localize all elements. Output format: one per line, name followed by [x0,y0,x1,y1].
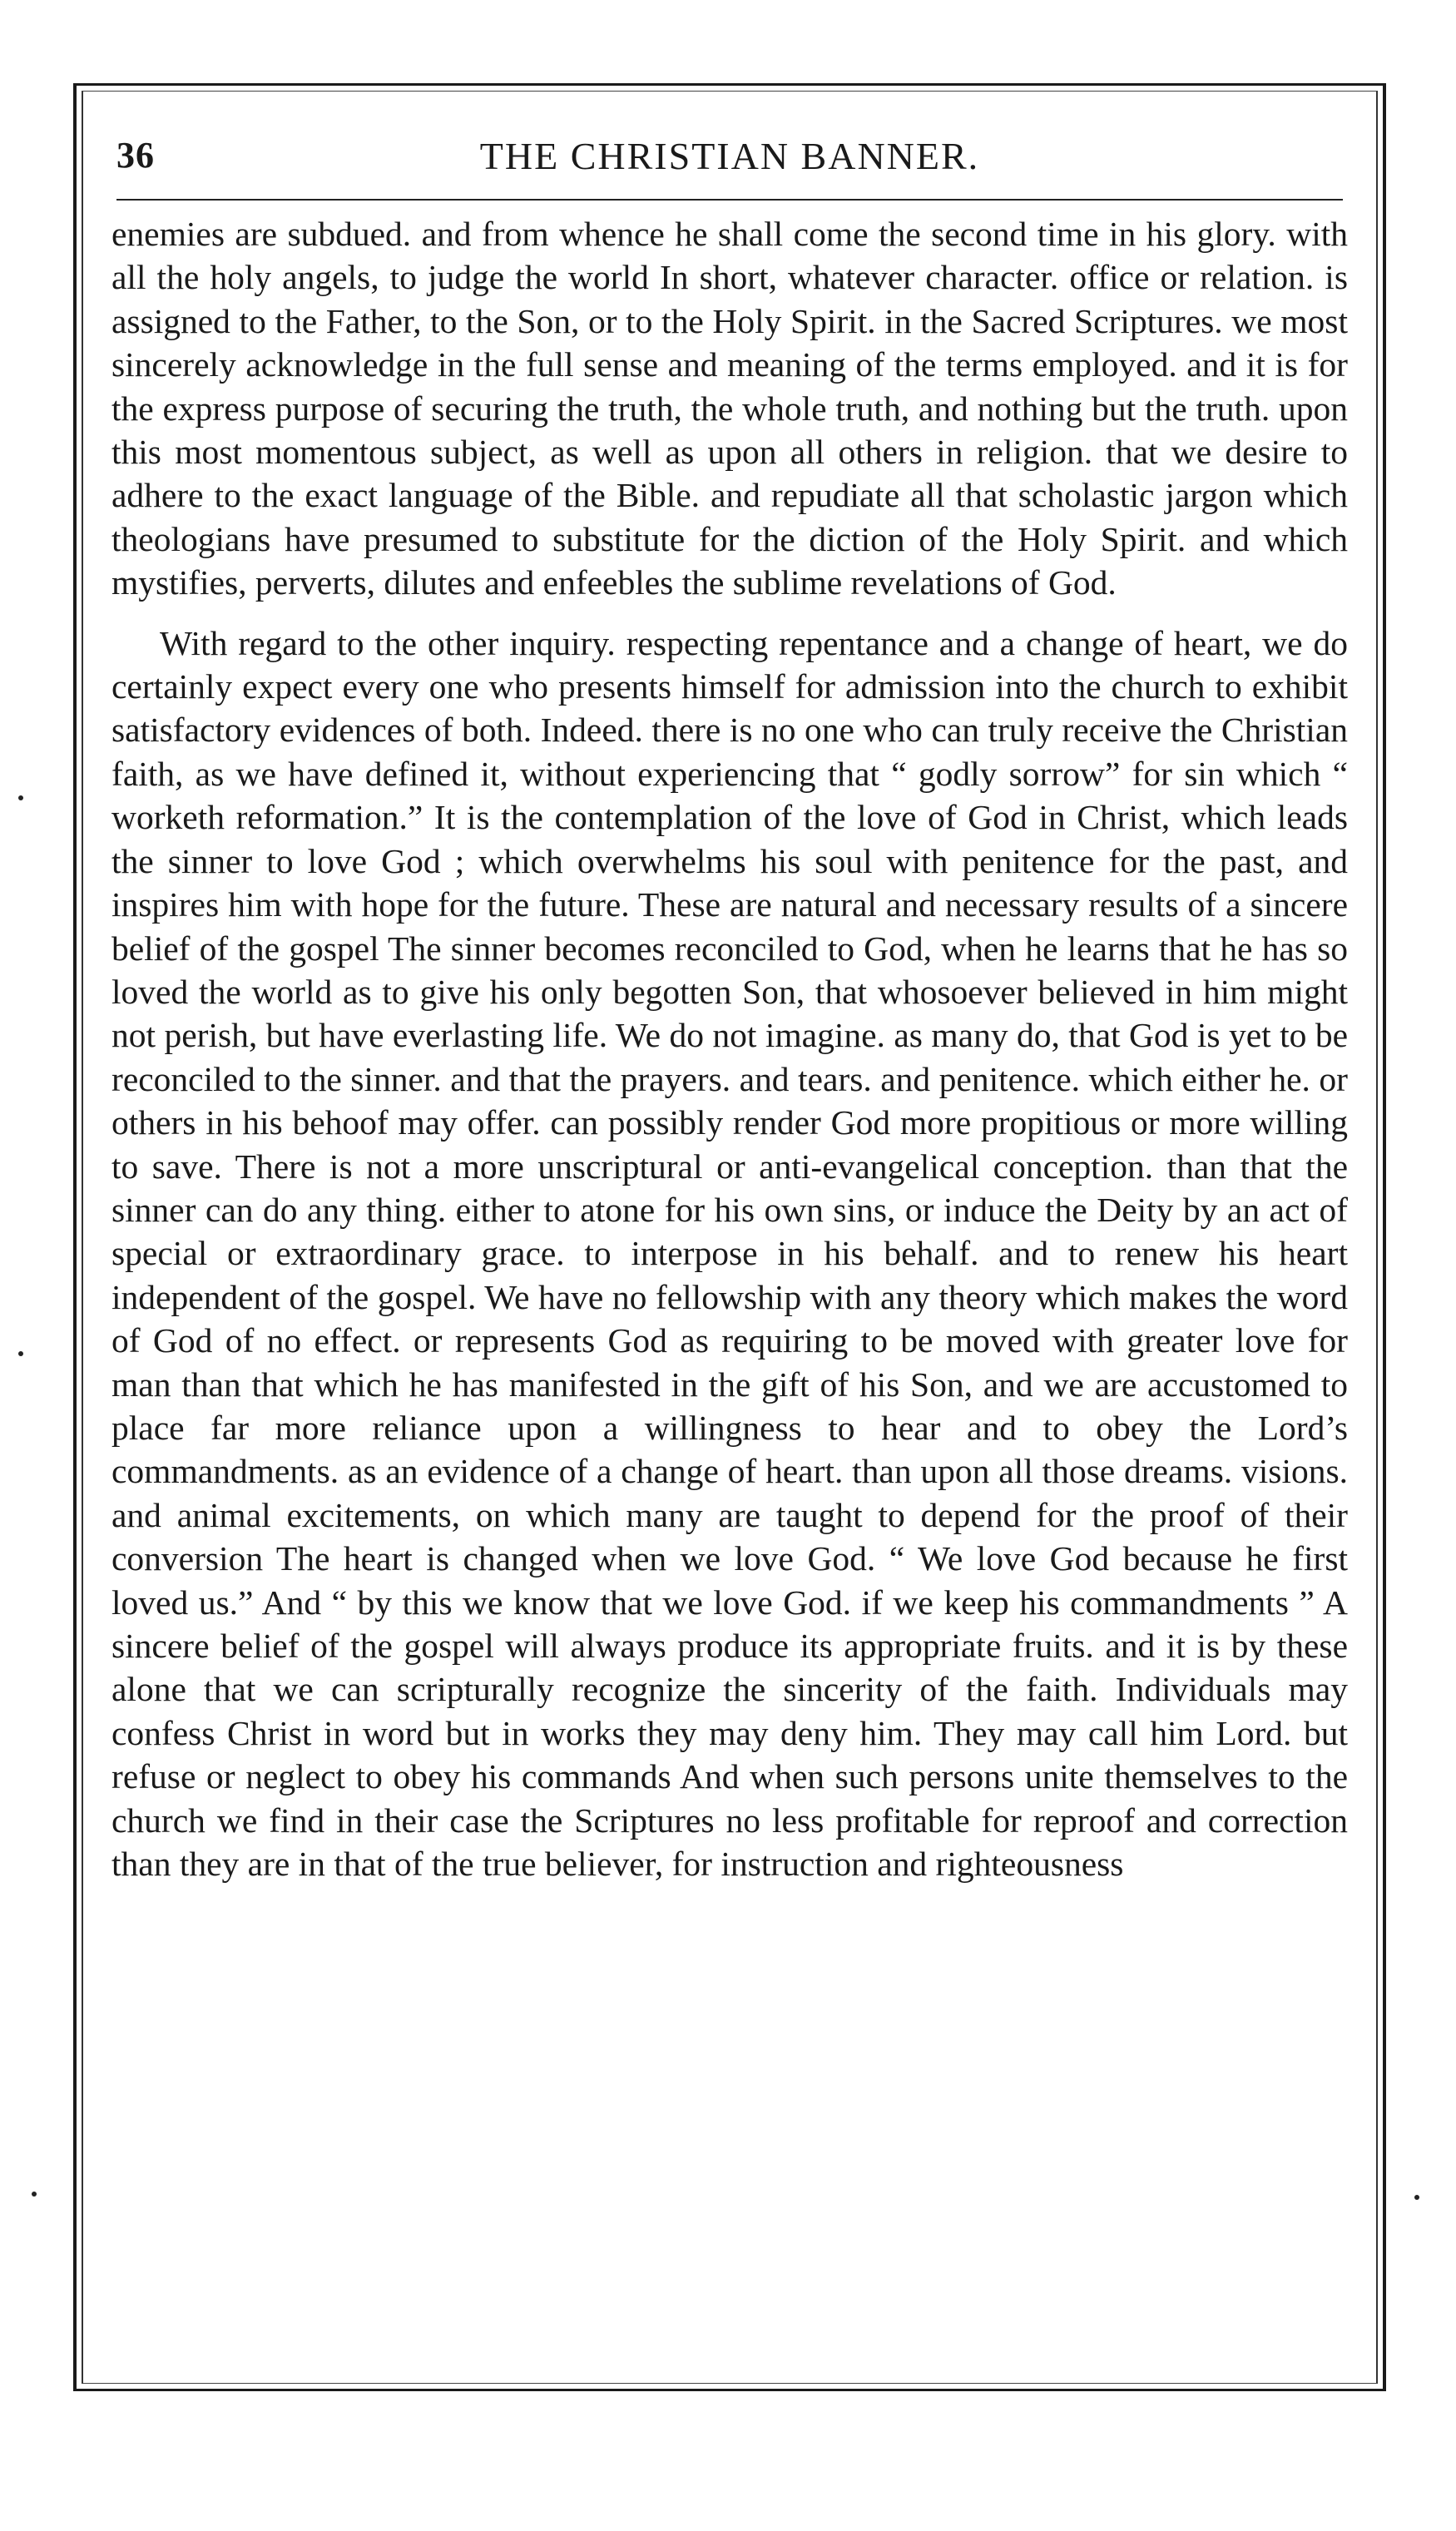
page-number: 36 [116,135,155,176]
header-rule [116,199,1343,201]
running-title: THE CHRISTIAN BANNER. [479,134,980,177]
paragraph: With regard to the other inquiry. respecting repentance and a change of heart, we do certainly expect every one who presents himself for admission into the church to exhibit satisfactory evidences of both. Indeed. there is no one who can truly receive the Christian faith, as we have defined it, without experiencing that “ godly sorrow” for sin which “ worketh reformation.” It is the contemplation of the love of God in Christ, which leads the sinner to love God ; which overwhelms his soul with penitence for the past, and inspires him with hope for the future. These are natural and necessary results of a sincere belief of the gospel The sinner becomes reconciled to God, when he learns that he has so loved the world as to give his only begotten Son, that whosoever believed in him might not perish, but have everlasting life. We do not imagine. as many do, that God is yet to be reconciled to the sinner. and that the prayers. and tears. and penitence. which either he. or others in his behoof may offer. can possibly render God more propitious or more willing to save. There is not a more unscriptural or anti-evangelical conception. than that the sinner can do any thing. either to atone for his own sins, or induce the Deity by an act of special or extraordinary grace. to interpose in his behalf. and to renew his heart independent of the gospel. We have no fellowship with any theory which makes the word of God of no effect. or represents God as requiring to be moved with greater love for man than that which he has manifested in the gift of his Son, and we are accustomed to place far more reliance upon a willingness to hear and to obey the Lord’s commandments. as an evidence of a change of heart. than upon all those dreams. visions. and animal excitements, on which many are taught to depend for the proof of their conversion The heart is changed when we love God. “ We love God because he first loved us.” And “ by this we know that we love God. if we keep his commandments ” A sincere belief of the gospel will always produce its appropriate fruits. and it is by these alone that we can scripturally recognize the sincerity of the faith. Individuals may confess Christ in word but in works they may deny him. They may call him Lord. but refuse or neglect to obey his commands And when such persons unite themselves to the church we find in their case the Scriptures no less profitable for reproof and correction than they are in that of the true believer, for instruction and righteousness [111,623,1348,1884]
margin-speck [18,795,23,800]
paragraph: enemies are subdued. and from whence he shall come the second time in his glory. with all the holy angels, to judge the world In short, whatever character. office or relation. is assigned to the Father, to the Son, or to the Holy Spirit. in the Sacred Scriptures. we most sincerely acknowledge in the full sense and meaning of the terms employed. and it is for the express purpose of securing the truth, the whole truth, and nothing but the truth. upon this most momentous subject, as well as upon all others in religion. that we desire to adhere to the exact language of the Bible. and repudiate all that scholastic jargon which theologians have presumed to substitute for the diction of the Holy Spirit. and which mystifies, perverts, dilutes and enfeebles the sublime revelations of God. [111,215,1348,602]
article-body [111,212,1348,1885]
margin-speck [1414,2195,1419,2200]
page-header [116,122,1343,189]
margin-speck [18,1351,23,1356]
page-border [73,83,1386,2391]
margin-speck [32,2192,37,2197]
